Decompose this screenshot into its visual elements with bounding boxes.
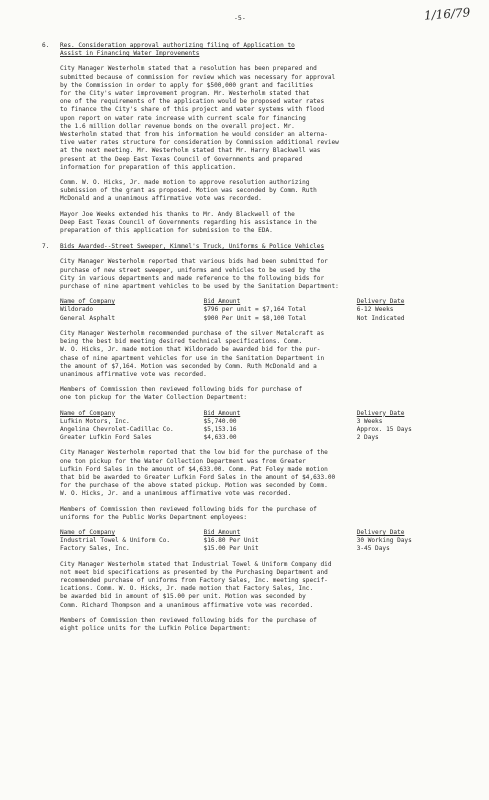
text-line: Comm. Richard Thompson and a unanimous affirmative vote was recorded.	[60, 601, 314, 609]
column-header: Bid Amount	[203, 528, 241, 536]
text-line: for the City's water improvement program. Mr. Westerholm stated that	[60, 90, 310, 98]
item-7-paragraph-3	[60, 386, 462, 402]
table-cell: $16.80 Per Unit	[203, 537, 259, 545]
item-6-paragraph-2	[60, 179, 462, 204]
table-cell: Wildorado	[60, 306, 94, 314]
column-header: Name of Company	[60, 409, 116, 417]
item-6-paragraph-1	[60, 65, 462, 172]
minutes-body	[42, 42, 462, 633]
text-line: chase of nine apartment vehicles for use in the Sanitation Department in	[60, 354, 325, 362]
item-7-heading	[42, 243, 462, 251]
table-row	[60, 426, 462, 434]
table-cell: Factory Sales, Inc.	[60, 545, 130, 553]
bid-table-pickup	[60, 410, 462, 443]
text-line: purchase of new street sweeper, uniforms and vehicles to be used by the	[60, 266, 321, 274]
bid-table-sanitation	[60, 298, 462, 323]
text-line: the amount of $7,164. Motion was seconded by Comm. Ruth McDonald and a	[60, 362, 317, 370]
table-row	[60, 315, 462, 323]
table-row	[60, 434, 462, 442]
text-line: Deep East Texas Council of Governments regarding his assistance in the	[60, 218, 317, 226]
text-line: one ton pickup for the Water Collection Department:	[60, 394, 248, 402]
table-header-row	[60, 529, 462, 537]
text-line: City Manager Westerholm reported that various bids had been submitted for	[60, 258, 328, 266]
item-7-paragraph-7	[60, 617, 462, 633]
table-cell: Approx. 15 Days	[356, 425, 412, 433]
text-line: unanimous affirmative vote was recorded.	[60, 370, 207, 378]
table-cell: $900 Per Unit = $8,100 Total	[203, 314, 307, 322]
table-row	[60, 537, 462, 545]
table-cell: Angelina Chevrolet-Cadillac Co.	[60, 425, 174, 433]
text-line: Mayor Joe Weeks extended his thanks to Mr. Andy Blackwell of the	[60, 210, 295, 218]
item-7-title: Bids Awarded--Street Sweeper, Kimmel's Truck, Uniforms & Police Vehicles	[60, 243, 325, 251]
column-header: Delivery Date	[356, 409, 405, 417]
table-row	[60, 418, 462, 426]
text-line: Members of Commission then reviewed following bids for the purchase of	[60, 505, 317, 513]
item-7-paragraph-4	[60, 449, 462, 498]
table-cell: Lufkin Motors, Inc.	[60, 417, 130, 425]
item-6-paragraph-3	[60, 211, 462, 236]
handwritten-date: 1/16/79	[423, 5, 471, 23]
text-line: City Manager Westerholm stated that a resolution has been prepared and	[60, 65, 317, 73]
text-line: at the next meeting. Mr. Westerholm stated that Mr. Harry Blackwell was	[60, 147, 321, 155]
text-line: being the best bid meeting desired technical specifications. Comm.	[60, 338, 303, 346]
table-cell: $4,633.00	[203, 434, 237, 442]
text-line: one ton pickup for the Water Collection Department was from Greater	[60, 457, 306, 465]
item-6-heading	[42, 42, 462, 58]
table-cell: Not Indicated	[356, 314, 405, 322]
text-line: that bid be awarded to Greater Lufkin Ford Sales in the amount of $4,633.00	[60, 473, 336, 481]
text-line: W. O. Hicks, Jr. and a unanimous affirmative vote was recorded.	[60, 490, 292, 498]
text-line: not meet bid specifications as presented by the Purchasing Department and	[60, 568, 328, 576]
text-line: be awarded bid in amount of $15.00 per unit. Motion was seconded by	[60, 593, 306, 601]
text-line: W. O. Hicks, Jr. made motion that Wildorado be awarded bid for the pur-	[60, 346, 321, 354]
item-7-paragraph-1	[60, 258, 462, 291]
item-6-title-line: Res. Consideration approval authorizing filing of Application to	[60, 42, 295, 49]
text-line: Comm. W. O. Hicks, Jr. made motion to approve resolution authorizing	[60, 179, 310, 187]
text-line: City Manager Westerholm reported that the low bid for the purchase of the	[60, 449, 328, 457]
text-line: the 1.6 million dollar revenue bonds on the overall project. Mr.	[60, 122, 295, 130]
table-cell: General Asphalt	[60, 314, 116, 322]
text-line: Lufkin Ford Sales in the amount of $4,633.00. Comm. Pat Foley made motion	[60, 465, 328, 473]
table-cell: Industrial Towel & Uniform Co.	[60, 537, 171, 545]
item-6-title-line: Assist in Financing Water Improvements	[60, 50, 200, 58]
text-line: McDonald and a unanimous affirmative vote was recorded.	[60, 195, 262, 203]
table-cell: 6-12 Weeks	[356, 306, 394, 314]
item-7-paragraph-2	[60, 330, 462, 379]
text-line: one of the requirements of the application would be proposed water rates	[60, 98, 325, 106]
text-line: preparation of this application for submission to the EDA.	[60, 227, 273, 235]
table-cell: 30 Working Days	[356, 537, 412, 545]
text-line: City Manager Westerholm recommended purchase of the silver Metalcraft as	[60, 329, 325, 337]
text-line: by the Commission in order to apply for $500,000 grant and facilities	[60, 81, 314, 89]
table-cell: 3-45 Days	[356, 545, 390, 553]
text-line: uniforms for the Public Works Department employees:	[60, 513, 248, 521]
table-cell: Greater Lufkin Ford Sales	[60, 434, 152, 442]
table-row	[60, 306, 462, 314]
column-header: Delivery Date	[356, 298, 405, 306]
item-7-paragraph-5	[60, 506, 462, 522]
table-cell: $5,153.16	[203, 425, 237, 433]
column-header: Bid Amount	[203, 409, 241, 417]
bid-table-uniforms	[60, 529, 462, 554]
text-line: City in various departments and made reference to the following bids for	[60, 274, 325, 282]
column-header: Name of Company	[60, 528, 116, 536]
text-line: recommended purchase of uniforms from Factory Sales, Inc. meeting specif-	[60, 576, 328, 584]
item-7-paragraph-6	[60, 561, 462, 610]
text-line: purchase of nine apartment vehicles to be used by the Sanitation Department:	[60, 283, 339, 291]
text-line: submission of the grant as proposed. Motion was seconded by Comm. Ruth	[60, 187, 317, 195]
text-line: City Manager Westerholm stated that Industrial Towel & Uniform Company did	[60, 560, 332, 568]
item-6-number: 6.	[42, 42, 50, 49]
table-row	[60, 545, 462, 553]
text-line: ications. Comm. W. O. Hicks, Jr. made motion that Factory Sales, Inc.	[60, 585, 314, 593]
text-line: submitted because of commission for review which was necessary for approval	[60, 73, 336, 81]
table-cell: $15.00 Per Unit	[203, 545, 259, 553]
text-line: to finance the City's share of this project and water systems with flood	[60, 106, 325, 114]
text-line: upon report on water rate increase with current scale for financing	[60, 114, 306, 122]
text-line: eight police units for the Lufkin Police Department:	[60, 624, 251, 632]
table-cell: 2 Days	[356, 434, 379, 442]
table-header-row	[60, 410, 462, 418]
text-line: Members of Commission then reviewed following bids for purchase of	[60, 386, 303, 394]
text-line: Members of Commission then reviewed following bids for the purchase of	[60, 616, 317, 624]
table-cell: $5,740.00	[203, 417, 237, 425]
table-cell: $796 per unit = $7,164 Total	[203, 306, 307, 314]
column-header: Delivery Date	[356, 528, 405, 536]
item-7-number: 7.	[42, 243, 50, 251]
column-header: Bid Amount	[203, 298, 241, 306]
text-line: tive water rates structure for consideration by Commission additional review	[60, 139, 339, 147]
text-line: information for preparation of this application.	[60, 163, 237, 171]
page-number: -5-	[234, 14, 246, 22]
text-line: Westerholm stated that from his information he would consider an alterna-	[60, 131, 328, 139]
text-line: present at the Deep East Texas Council of Governments and prepared	[60, 155, 303, 163]
column-header: Name of Company	[60, 298, 116, 306]
text-line: for the purchase of the above stated pickup. Motion was seconded by Comm.	[60, 482, 328, 490]
table-header-row	[60, 298, 462, 306]
table-cell: 3 Weeks	[356, 417, 383, 425]
